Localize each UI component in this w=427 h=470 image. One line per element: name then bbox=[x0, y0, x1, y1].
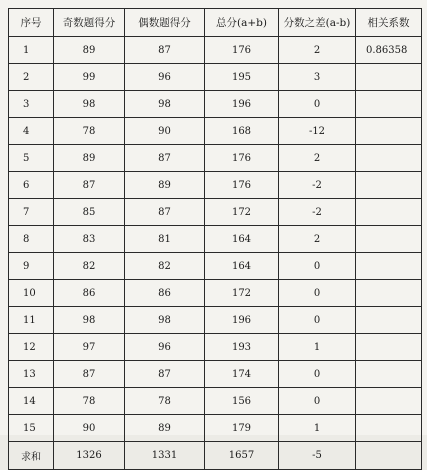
cell-index: 11 bbox=[9, 307, 54, 334]
score-table bbox=[8, 8, 422, 470]
cell-index: 8 bbox=[9, 226, 54, 253]
cell-total: 193 bbox=[205, 334, 279, 361]
cell-index: 6 bbox=[9, 172, 54, 199]
table-row bbox=[9, 415, 422, 442]
sum-row bbox=[9, 442, 422, 470]
cell-correlation bbox=[356, 118, 422, 145]
sum-difference: -5 bbox=[279, 442, 356, 470]
cell-correlation bbox=[356, 361, 422, 388]
cell-correlation bbox=[356, 199, 422, 226]
cell-index: 4 bbox=[9, 118, 54, 145]
cell-even-score: 90 bbox=[125, 118, 205, 145]
table-row bbox=[9, 172, 422, 199]
header-difference: 分数之差(a-b) bbox=[279, 9, 356, 37]
cell-difference: 3 bbox=[279, 64, 356, 91]
table-row bbox=[9, 334, 422, 361]
cell-even-score: 98 bbox=[125, 91, 205, 118]
table-row bbox=[9, 64, 422, 91]
table-row bbox=[9, 307, 422, 334]
table-row bbox=[9, 388, 422, 415]
cell-total: 195 bbox=[205, 64, 279, 91]
cell-even-score: 87 bbox=[125, 145, 205, 172]
cell-difference: 2 bbox=[279, 145, 356, 172]
cell-total: 164 bbox=[205, 226, 279, 253]
cell-total: 164 bbox=[205, 253, 279, 280]
sum-total: 1657 bbox=[205, 442, 279, 470]
cell-correlation bbox=[356, 91, 422, 118]
cell-even-score: 87 bbox=[125, 361, 205, 388]
table-row bbox=[9, 145, 422, 172]
cell-total: 172 bbox=[205, 199, 279, 226]
cell-correlation bbox=[356, 334, 422, 361]
cell-odd-score: 78 bbox=[54, 388, 125, 415]
cut-off-footer bbox=[8, 426, 48, 435]
sum-odd-score: 1326 bbox=[54, 442, 125, 470]
cell-correlation bbox=[356, 172, 422, 199]
cell-index: 3 bbox=[9, 91, 54, 118]
cell-correlation bbox=[356, 307, 422, 334]
cell-correlation bbox=[356, 226, 422, 253]
cell-index: 7 bbox=[9, 199, 54, 226]
cell-even-score: 87 bbox=[125, 37, 205, 64]
cell-total: 156 bbox=[205, 388, 279, 415]
header-row bbox=[9, 9, 422, 37]
cell-difference: 0 bbox=[279, 361, 356, 388]
sum-label: 求和 bbox=[9, 442, 54, 470]
cell-correlation bbox=[356, 145, 422, 172]
table-row bbox=[9, 280, 422, 307]
table-row bbox=[9, 226, 422, 253]
cell-difference: 0 bbox=[279, 91, 356, 118]
cell-odd-score: 82 bbox=[54, 253, 125, 280]
cell-odd-score: 86 bbox=[54, 280, 125, 307]
cell-even-score: 96 bbox=[125, 334, 205, 361]
cell-difference: -2 bbox=[279, 172, 356, 199]
cell-index: 9 bbox=[9, 253, 54, 280]
sum-correlation bbox=[356, 442, 422, 470]
cell-difference: 2 bbox=[279, 37, 356, 64]
cell-difference: -12 bbox=[279, 118, 356, 145]
cell-index: 10 bbox=[9, 280, 54, 307]
table-row bbox=[9, 253, 422, 280]
header-index: 序号 bbox=[9, 9, 54, 37]
cut-off-caption bbox=[268, 0, 427, 5]
header-total: 总分(a+b) bbox=[205, 9, 279, 37]
cell-total: 179 bbox=[205, 415, 279, 442]
cell-even-score: 86 bbox=[125, 280, 205, 307]
cell-index: 15 bbox=[9, 415, 54, 442]
header-even-score: 偶数题得分 bbox=[125, 9, 205, 37]
cell-even-score: 82 bbox=[125, 253, 205, 280]
cell-total: 176 bbox=[205, 145, 279, 172]
cell-even-score: 89 bbox=[125, 415, 205, 442]
cell-index: 1 bbox=[9, 37, 54, 64]
cell-total: 176 bbox=[205, 37, 279, 64]
cell-odd-score: 99 bbox=[54, 64, 125, 91]
table-row bbox=[9, 118, 422, 145]
cell-correlation bbox=[356, 64, 422, 91]
cell-correlation bbox=[356, 253, 422, 280]
cell-difference: -2 bbox=[279, 199, 356, 226]
cell-even-score: 78 bbox=[125, 388, 205, 415]
cell-difference: 1 bbox=[279, 334, 356, 361]
cell-index: 12 bbox=[9, 334, 54, 361]
cell-index: 13 bbox=[9, 361, 54, 388]
cell-odd-score: 87 bbox=[54, 361, 125, 388]
cell-difference: 2 bbox=[279, 226, 356, 253]
cell-total: 176 bbox=[205, 172, 279, 199]
cell-difference: 0 bbox=[279, 253, 356, 280]
cell-index: 14 bbox=[9, 388, 54, 415]
cell-odd-score: 89 bbox=[54, 145, 125, 172]
cell-total: 196 bbox=[205, 307, 279, 334]
cell-total: 168 bbox=[205, 118, 279, 145]
cell-total: 196 bbox=[205, 91, 279, 118]
cell-correlation bbox=[356, 388, 422, 415]
cell-index: 5 bbox=[9, 145, 54, 172]
cell-total: 174 bbox=[205, 361, 279, 388]
cell-correlation bbox=[356, 415, 422, 442]
cell-odd-score: 90 bbox=[54, 415, 125, 442]
header-correlation: 相关系数 bbox=[356, 9, 422, 37]
cell-odd-score: 85 bbox=[54, 199, 125, 226]
cell-even-score: 87 bbox=[125, 199, 205, 226]
cell-odd-score: 87 bbox=[54, 172, 125, 199]
cell-odd-score: 97 bbox=[54, 334, 125, 361]
cell-total: 172 bbox=[205, 280, 279, 307]
cell-correlation: 0.86358 bbox=[356, 37, 422, 64]
sum-even-score: 1331 bbox=[125, 442, 205, 470]
cell-odd-score: 89 bbox=[54, 37, 125, 64]
table-row bbox=[9, 37, 422, 64]
cell-odd-score: 83 bbox=[54, 226, 125, 253]
cell-difference: 0 bbox=[279, 280, 356, 307]
cell-even-score: 98 bbox=[125, 307, 205, 334]
cell-odd-score: 98 bbox=[54, 91, 125, 118]
table-row bbox=[9, 361, 422, 388]
cell-odd-score: 98 bbox=[54, 307, 125, 334]
cell-even-score: 89 bbox=[125, 172, 205, 199]
cell-index: 2 bbox=[9, 64, 54, 91]
table-row bbox=[9, 199, 422, 226]
cell-even-score: 81 bbox=[125, 226, 205, 253]
cell-difference: 1 bbox=[279, 415, 356, 442]
cell-correlation bbox=[356, 280, 422, 307]
cell-odd-score: 78 bbox=[54, 118, 125, 145]
table-row bbox=[9, 91, 422, 118]
header-odd-score: 奇数题得分 bbox=[54, 9, 125, 37]
cell-difference: 0 bbox=[279, 388, 356, 415]
cell-even-score: 96 bbox=[125, 64, 205, 91]
cell-difference: 0 bbox=[279, 307, 356, 334]
